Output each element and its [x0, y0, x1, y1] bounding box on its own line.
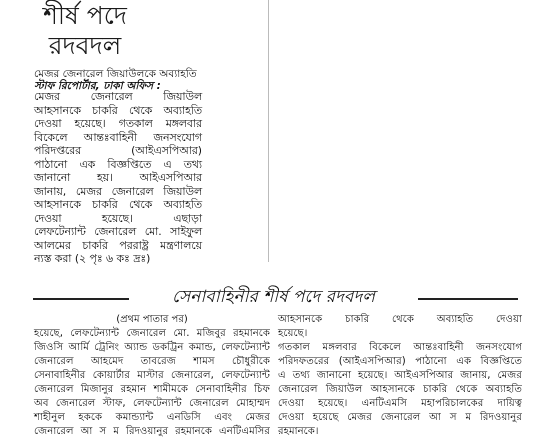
story2-col1-line: জেনারেল আহমেদ তাবরেজ শামস চৌধুরীকে — [34, 356, 270, 367]
story2-headline: সেনাবাহিনীর শীর্ষ পদে রদবদল — [172, 287, 375, 307]
story1-line: জানানো হয়। আইএসপিআর — [34, 171, 202, 184]
story2-col1-line: জিওসি আর্মি ট্রেনিং অ্যান্ড ডকট্রিন কমান্ড, লেফটেন্যান্ট — [34, 342, 270, 353]
continued-from-label: (প্রথম পাতার পর) — [116, 314, 188, 325]
story2-col2-line: পরিদফতরের (আইএসপিআর) পাঠানো এক বিজ্ঞপ্তিতে — [278, 356, 522, 367]
story2-col2-line: দেওয়া হয়েছে মেজর জেনারেল আ স ম রিদওয়ানুর — [278, 412, 522, 423]
headline-rule-left — [33, 298, 129, 300]
story1-line: লেফটেন্যান্ট জেনারেল মো. সাইফুল — [34, 225, 202, 238]
story1-headline-line1: শীর্ষ পদে — [43, 1, 127, 30]
column-divider — [268, 0, 269, 262]
headline-rule-right — [418, 298, 518, 300]
story1-line: ন্যস্ত করা (২ পৃঃ ৬ কঃ দ্রঃ) — [34, 252, 151, 265]
story2-col2-line: রহমানকে। — [278, 426, 319, 437]
story2-column-1 — [34, 327, 270, 439]
story1-line: জানায়, মেজর জেনারেল জিয়াউল — [34, 184, 202, 198]
story1-line: পরিদপ্তরের (আইএসপিআর) — [34, 144, 202, 157]
story1-line: আলমের চাকরি পররাষ্ট্র মন্ত্রণালয়ে — [34, 238, 202, 252]
story2-col2-line: জেনারেল জিয়াউল আহসানকে চাকরি থেকে অব্যাহতি — [278, 384, 522, 395]
story2-col1-line: জেনারেল মিজানুর রহমান শামীমকে সেনাবাহিনীর চিফ — [34, 384, 270, 395]
story1-body — [34, 90, 202, 266]
story1-line: বিকেলে আন্তঃবাহিনী জনসংযোগ — [34, 130, 202, 144]
story1-line: আহসানকে চাকরি থেকে অব্যাহতি — [34, 103, 202, 117]
story2-col1-line: জেনারেল আ স ম রিদওয়ানুর রহমানকে এনটিএমসির — [34, 426, 270, 437]
story1-line: দেওয়া হয়েছে। গতকাল মঙ্গলবার — [34, 117, 202, 130]
story2-col1-line: অব জেনারেল স্টাফ, লেফটেন্যান্ট জেনারেল মোহাম্মদ — [34, 398, 270, 409]
story2-col2-line: গতকাল মঙ্গলবার বিকেলে আন্তঃবাহিনী জনসংযোগ — [278, 342, 522, 353]
story2-col1-line: সেনাবাহিনীর কোয়ার্টার মাস্টার জেনারেল, লেফটেন্যান্ট — [34, 370, 270, 381]
story1-headline-line2: রদবদল — [48, 31, 122, 60]
story2-column-2 — [278, 313, 522, 439]
story2-col1-line: হয়েছে, লেফটেন্যান্ট জেনারেল মো. মজিবুর রহমানকে — [34, 328, 270, 339]
story1-line: দেওয়া হয়েছে। এছাড়া — [34, 211, 202, 225]
story2-col2-line: হয়েছে। — [278, 328, 308, 339]
story1-line: পাঠানো এক বিজ্ঞপ্তিতে এ তথ্য — [34, 157, 202, 171]
story2-col2-line: এ তথ্য জানানো হয়েছে। আইএসপিআর জানায়, মেজর — [278, 370, 522, 381]
story1-line: আহসানকে চাকরি থেকে অব্যাহতি — [34, 198, 202, 211]
story1-byline: স্টাফ রিপোর্টার, ঢাকা অফিস : — [34, 80, 161, 92]
story1-line: মেজর জেনারেল জিয়াউল — [34, 90, 202, 103]
story2-col2-line: আহসানকে চাকরি থেকে অব্যাহতি দেওয়া — [278, 314, 522, 325]
story2-col1-line: শাহীনুল হককে কমান্ড্যান্ট এনডিসি এবং মেজর — [34, 412, 270, 423]
story1-subheadline: মেজর জেনারেল জিয়াউলকে অব্যাহতি — [34, 68, 197, 80]
story2-col2-line: দেওয়া হয়েছে। এনটিএমসি মহাপরিচালকের দায়িত্ব — [278, 398, 522, 409]
